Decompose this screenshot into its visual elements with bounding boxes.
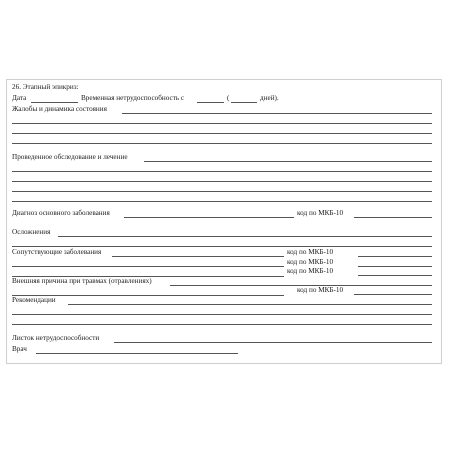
disability-days-field[interactable]: [231, 102, 257, 103]
comorbid-field-2[interactable]: [12, 266, 284, 267]
disability-start-field[interactable]: [197, 102, 224, 103]
exam-field-4[interactable]: [12, 191, 432, 192]
diagnosis-field[interactable]: [124, 217, 294, 218]
sick-leave-field[interactable]: [114, 342, 432, 343]
exam-field-2[interactable]: [12, 171, 432, 172]
complaints-field-2[interactable]: [12, 123, 432, 124]
doctor-label: Врач: [12, 345, 27, 353]
section-title: 26. Этапный эпикриз:: [12, 83, 79, 91]
comorbid-mkb-label-2: код по МКБ-10: [287, 258, 334, 266]
complications-field-2[interactable]: [12, 246, 432, 247]
paren-open: (: [227, 94, 230, 102]
external-cause-mkb-label: код по МКБ-10: [297, 286, 344, 294]
comorbid-label: Сопутствующие заболевания: [12, 248, 102, 256]
recommendations-field-2[interactable]: [12, 314, 432, 315]
sick-leave-label: Листок нетрудоспособности: [12, 334, 100, 342]
comorbid-mkb-field-3[interactable]: [358, 275, 432, 276]
date-label: Дата: [12, 94, 27, 102]
diagnosis-mkb-field[interactable]: [354, 217, 432, 218]
complications-field-1[interactable]: [58, 236, 432, 237]
complaints-label: Жалобы и динамика состояния: [12, 105, 107, 113]
external-cause-label: Внешняя причина при травмах (отравлениях): [12, 277, 152, 285]
comorbid-mkb-field-1[interactable]: [358, 256, 432, 257]
exam-field-1[interactable]: [144, 161, 432, 162]
complaints-field-1[interactable]: [122, 113, 432, 114]
diagnosis-mkb-label: код по МКБ-10: [297, 209, 344, 217]
diagnosis-label: Диагноз основного заболевания: [12, 209, 110, 217]
recommendations-label: Рекомендации: [12, 296, 56, 304]
recommendations-field-1[interactable]: [68, 304, 432, 305]
comorbid-mkb-field-2[interactable]: [358, 266, 432, 267]
complaints-field-3[interactable]: [12, 133, 432, 134]
date-field[interactable]: [31, 102, 78, 103]
doctor-field[interactable]: [36, 353, 238, 354]
comorbid-mkb-label-3: код по МКБ-10: [287, 267, 334, 275]
external-cause-mkb-field[interactable]: [354, 294, 432, 295]
comorbid-field-1[interactable]: [112, 256, 284, 257]
complaints-field-4[interactable]: [12, 143, 432, 144]
disability-label: Временная нетрудоспособность с: [81, 94, 185, 102]
exam-field-5[interactable]: [12, 201, 432, 202]
recommendations-field-3[interactable]: [12, 324, 432, 325]
complications-label: Осложнения: [12, 228, 51, 236]
comorbid-mkb-label-1: код по МКБ-10: [287, 248, 334, 256]
exam-field-3[interactable]: [12, 181, 432, 182]
exam-label: Проведенное обследование и лечение: [12, 153, 128, 161]
days-label: дней).: [260, 94, 279, 102]
